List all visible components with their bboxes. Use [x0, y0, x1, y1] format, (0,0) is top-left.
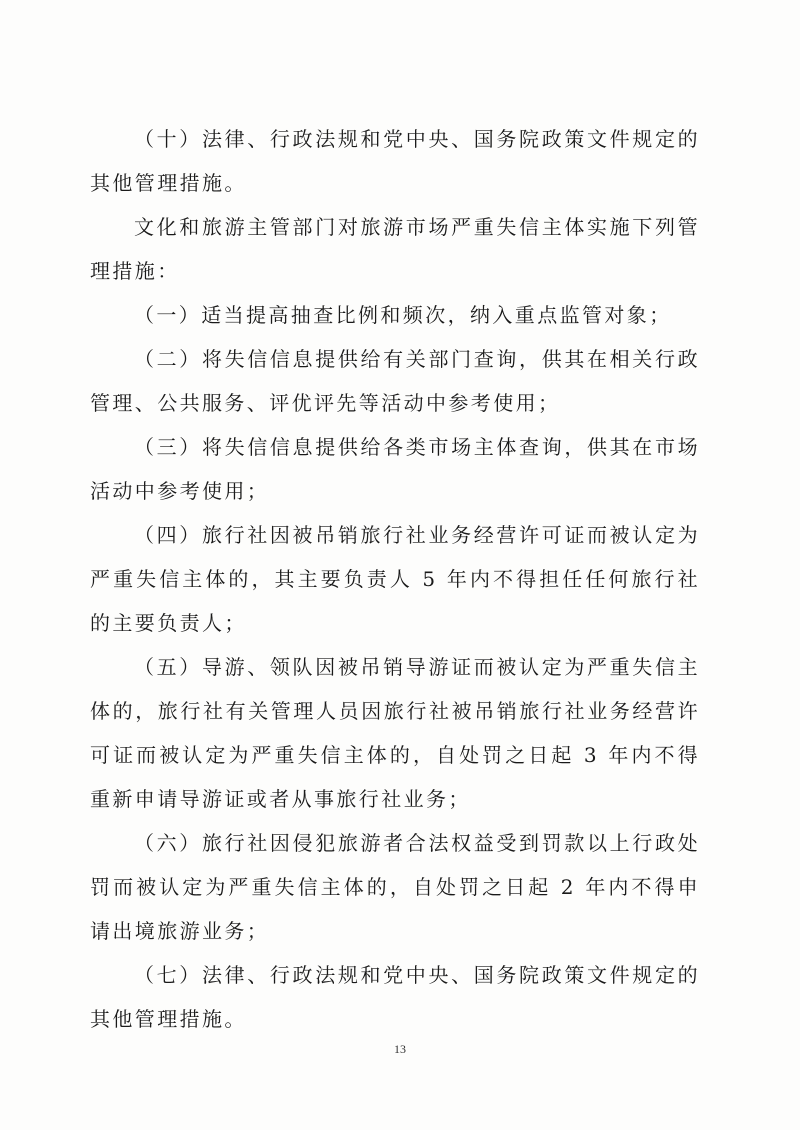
paragraph-item-2: （二）将失信信息提供给有关部门查询，供其在相关行政管理、公共服务、评优评先等活动中参考使用；: [90, 347, 700, 415]
paragraph-item-4: （四）旅行社因被吊销旅行社业务经营许可证而被认定为严重失信主体的，其主要负责人 5 年内不得担任任何旅行社的主要负责人；: [90, 523, 700, 635]
page-number: 13: [394, 1042, 406, 1056]
paragraph-item-5: （五）导游、领队因被吊销导游证而被认定为严重失信主体的，旅行社有关管理人员因旅行社被吊销旅行社业务经营许可证而被认定为严重失信主体的，自处罚之日起 3 年内不得重新申请导游证或者从事旅行社业务；: [90, 655, 700, 811]
paragraph-item-10: （十）法律、行政法规和党中央、国务院政策文件规定的其他管理措施。: [90, 127, 700, 195]
paragraph-intro: 文化和旅游主管部门对旅游市场严重失信主体实施下列管理措施：: [90, 215, 700, 283]
paragraph-item-3: （三）将失信信息提供给各类市场主体查询，供其在市场活动中参考使用；: [90, 435, 700, 503]
document-body: [90, 117, 700, 1041]
paragraph-item-7: （七）法律、行政法规和党中央、国务院政策文件规定的其他管理措施。: [90, 963, 700, 1031]
paragraph-item-1: （一）适当提高抽查比例和频次，纳入重点监管对象；: [134, 303, 672, 327]
paragraph-item-6: （六）旅行社因侵犯旅游者合法权益受到罚款以上行政处罚而被认定为严重失信主体的，自处罚之日起 2 年内不得申请出境旅游业务；: [90, 831, 700, 943]
